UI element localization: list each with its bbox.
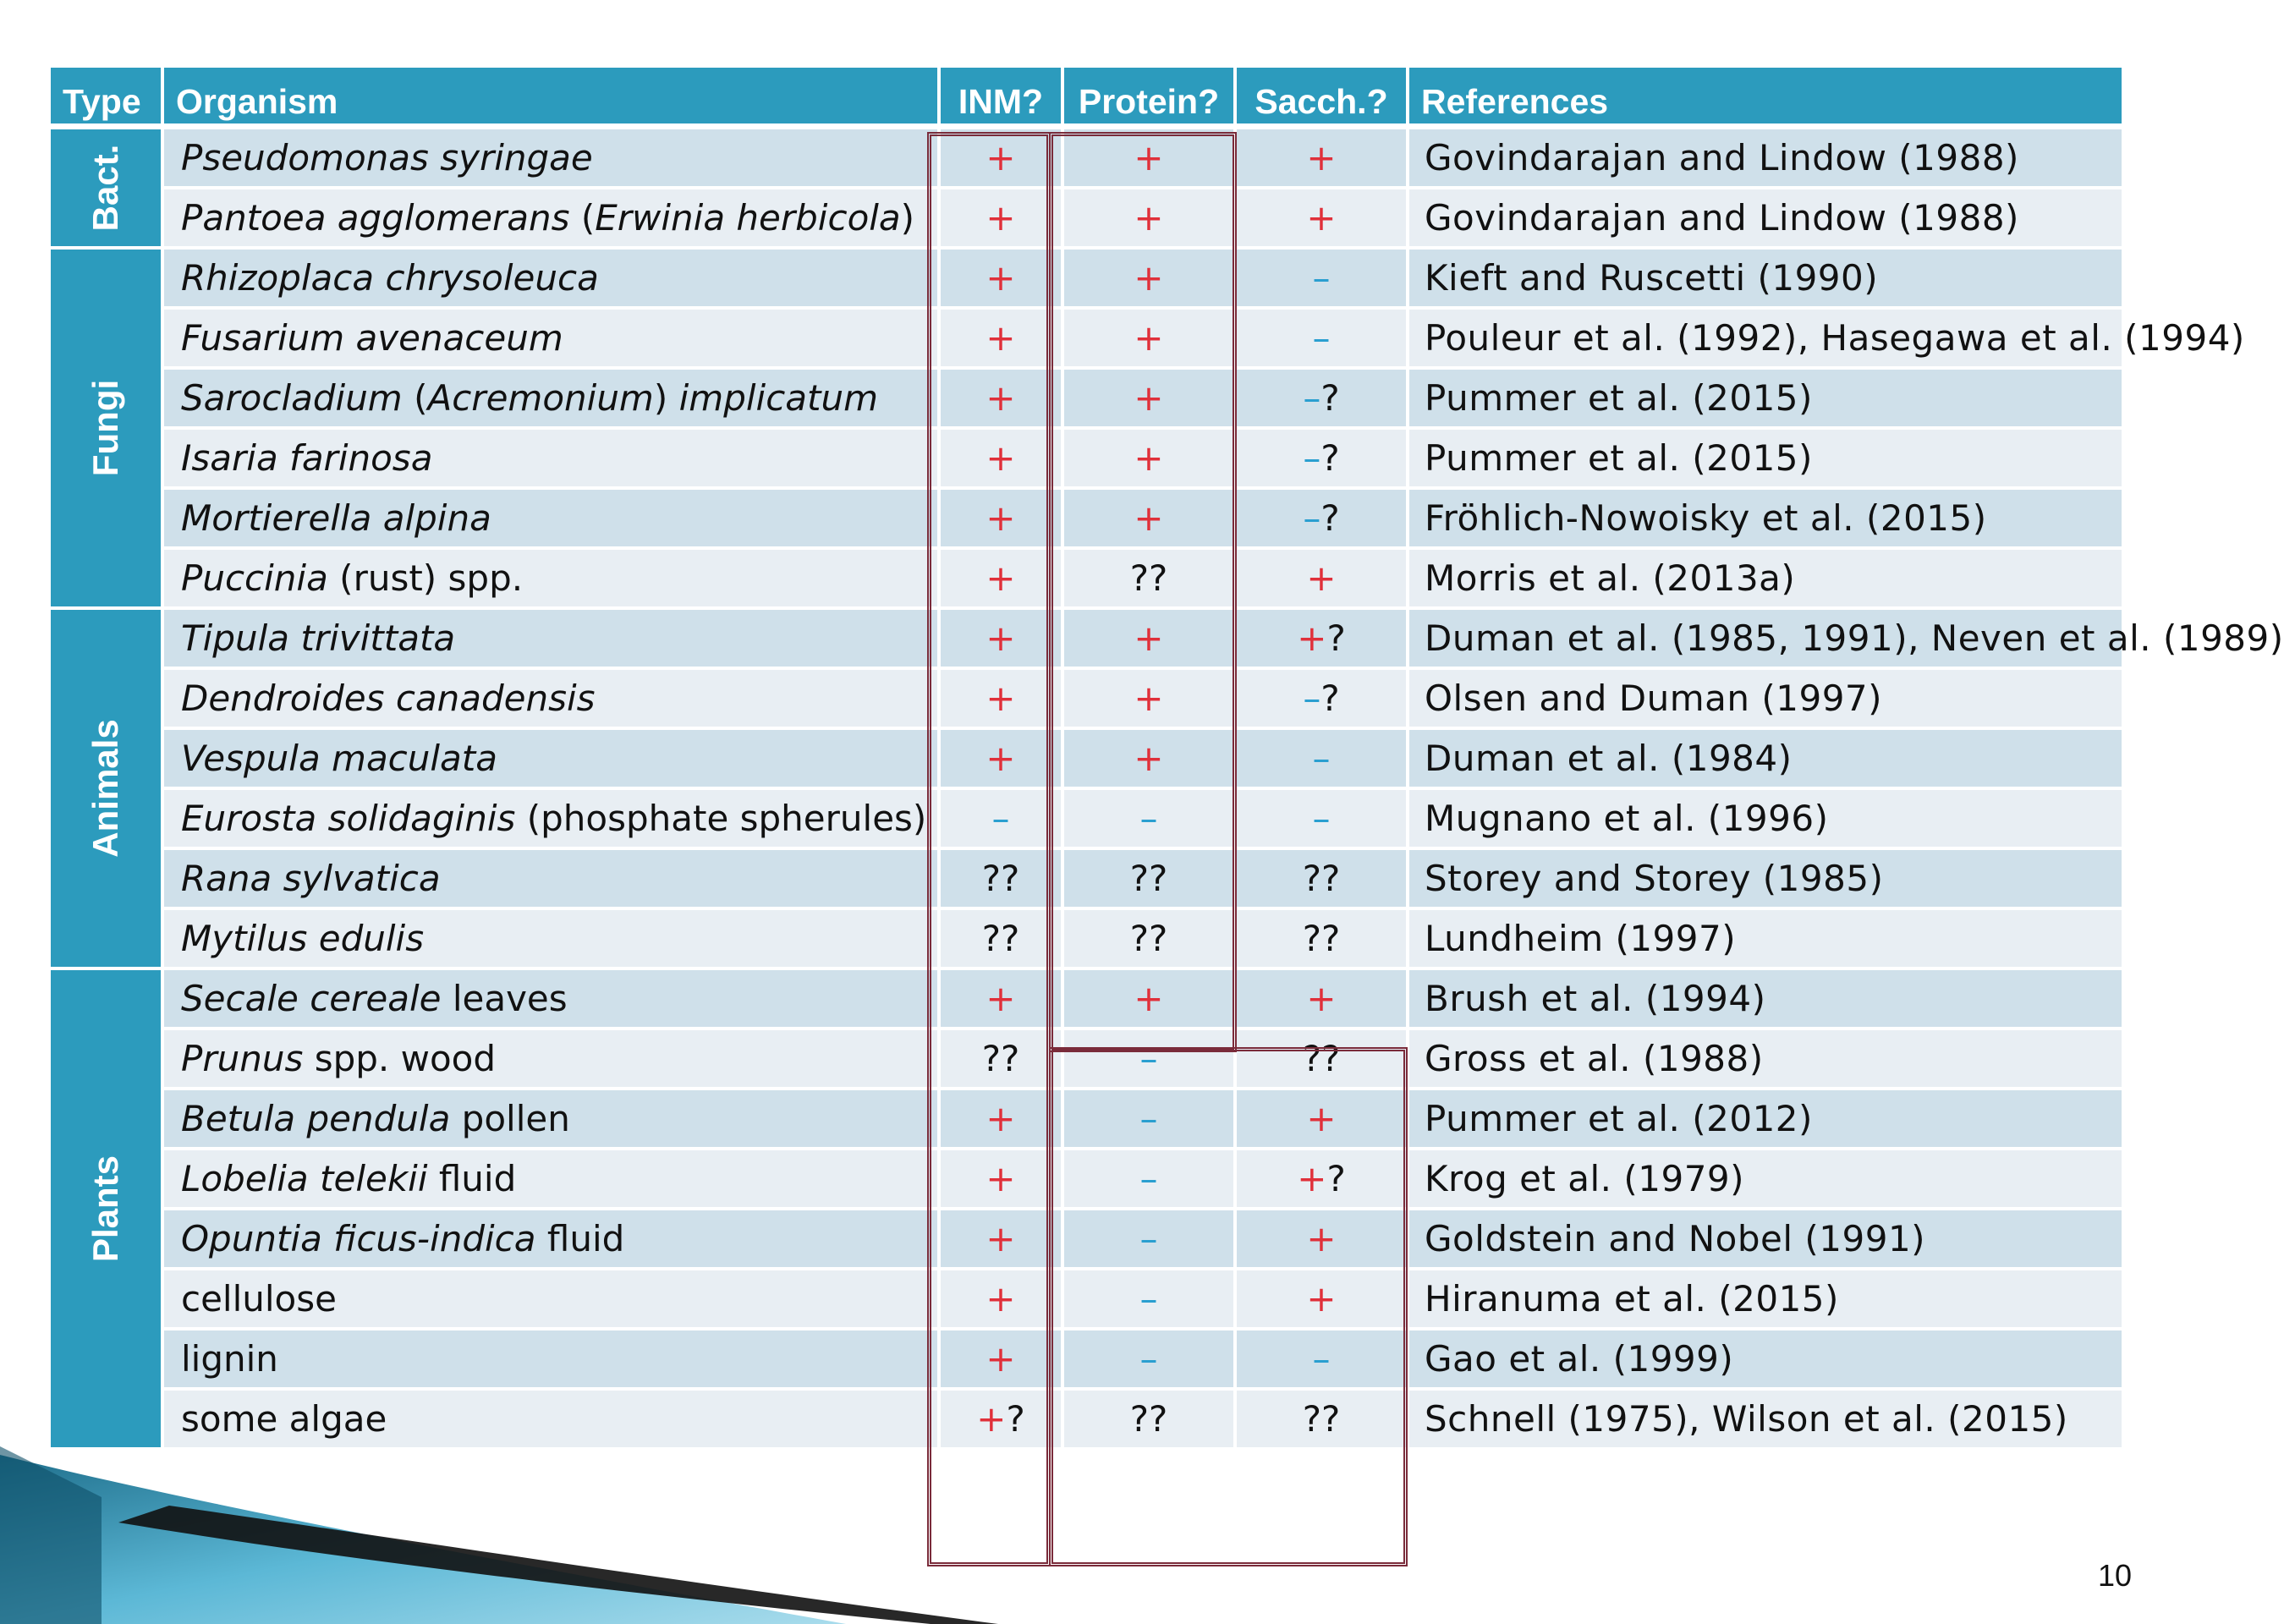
header-inm: INM? bbox=[941, 68, 1064, 129]
reference-cell: Krog et al. (1979) bbox=[1409, 1150, 2122, 1210]
reference-cell: Lundheim (1997) bbox=[1409, 910, 2122, 970]
inm-cell: ?? bbox=[941, 850, 1064, 910]
sacch-cell: ?? bbox=[1237, 850, 1409, 910]
inm-cell: + bbox=[941, 430, 1064, 490]
type-group-label: Plants bbox=[85, 1155, 125, 1263]
table-row bbox=[51, 850, 2122, 910]
protein-cell: ?? bbox=[1064, 550, 1237, 610]
organism-text: pollen bbox=[450, 1097, 570, 1139]
reference-cell: Pummer et al. (2012) bbox=[1409, 1090, 2122, 1150]
table-row bbox=[51, 430, 2122, 490]
organism-text: Betula pendula bbox=[181, 1097, 451, 1139]
organism-text: ) bbox=[653, 376, 679, 419]
sacch-cell: +? bbox=[1237, 1150, 1409, 1210]
sacch-cell: ?? bbox=[1237, 910, 1409, 970]
organism-text: leaves bbox=[441, 977, 568, 1019]
reference-cell: Gross et al. (1988) bbox=[1409, 1030, 2122, 1090]
reference-cell: Mugnano et al. (1996) bbox=[1409, 790, 2122, 850]
inm-cell: ?? bbox=[941, 910, 1064, 970]
organism-cell bbox=[164, 610, 941, 670]
organism-cell bbox=[164, 310, 941, 370]
table-row bbox=[51, 670, 2122, 730]
protein-cell: + bbox=[1064, 670, 1237, 730]
sacch-cell: –? bbox=[1237, 670, 1409, 730]
organism-cell bbox=[164, 129, 941, 189]
organism-text: Mytilus edulis bbox=[181, 917, 425, 959]
sacch-cell: – bbox=[1237, 310, 1409, 370]
type-group-cell bbox=[51, 129, 164, 250]
type-group-label: Fungi bbox=[85, 379, 125, 477]
organism-text: (rust) spp. bbox=[327, 557, 524, 599]
inm-cell: + bbox=[941, 1330, 1064, 1391]
page-number: 10 bbox=[2097, 1558, 2132, 1593]
organism-cell bbox=[164, 370, 941, 430]
organism-text: cellulose bbox=[181, 1277, 337, 1320]
table-row bbox=[51, 730, 2122, 790]
reference-cell: Goldstein and Nobel (1991) bbox=[1409, 1210, 2122, 1270]
type-group-cell bbox=[51, 610, 164, 970]
reference-cell: Hiranuma et al. (2015) bbox=[1409, 1270, 2122, 1330]
table-row bbox=[51, 1270, 2122, 1330]
sacch-cell: –? bbox=[1237, 370, 1409, 430]
organism-cell bbox=[164, 850, 941, 910]
organism-cell bbox=[164, 490, 941, 550]
organism-text: Fusarium avenaceum bbox=[181, 316, 563, 359]
sacch-cell: –? bbox=[1237, 430, 1409, 490]
protein-cell: – bbox=[1064, 1270, 1237, 1330]
organism-text: Tipula trivittata bbox=[181, 617, 456, 659]
sacch-cell: + bbox=[1237, 1270, 1409, 1330]
reference-cell: Gao et al. (1999) bbox=[1409, 1330, 2122, 1391]
inm-cell: + bbox=[941, 1210, 1064, 1270]
organism-text: fluid bbox=[535, 1217, 625, 1259]
organism-cell bbox=[164, 430, 941, 490]
organism-text: Rhizoplaca chrysoleuca bbox=[181, 256, 599, 299]
reference-cell: Kieft and Ruscetti (1990) bbox=[1409, 250, 2122, 310]
protein-cell: – bbox=[1064, 1150, 1237, 1210]
protein-cell: ?? bbox=[1064, 910, 1237, 970]
inm-cell: – bbox=[941, 790, 1064, 850]
organism-text: some algae bbox=[181, 1397, 387, 1440]
organism-cell bbox=[164, 670, 941, 730]
reference-cell: Pummer et al. (2015) bbox=[1409, 370, 2122, 430]
inm-cell: + bbox=[941, 670, 1064, 730]
reference-cell: Morris et al. (2013a) bbox=[1409, 550, 2122, 610]
organism-text: implicatum bbox=[678, 376, 879, 419]
protein-cell: + bbox=[1064, 490, 1237, 550]
inm-cell: + bbox=[941, 250, 1064, 310]
sacch-cell: – bbox=[1237, 790, 1409, 850]
organism-cell bbox=[164, 550, 941, 610]
organism-text: Pseudomonas syringae bbox=[181, 136, 593, 178]
organism-text: Rana sylvatica bbox=[181, 857, 441, 899]
reference-cell: Pouleur et al. (1992), Hasegawa et al. (1994) bbox=[1409, 310, 2122, 370]
protein-cell: + bbox=[1064, 370, 1237, 430]
sacch-cell: + bbox=[1237, 189, 1409, 250]
decorative-wave bbox=[0, 1336, 1184, 1624]
header-protein: Protein? bbox=[1064, 68, 1237, 129]
sacch-cell: – bbox=[1237, 730, 1409, 790]
protein-cell: + bbox=[1064, 610, 1237, 670]
table-row bbox=[51, 910, 2122, 970]
type-group-cell bbox=[51, 250, 164, 610]
table-row bbox=[51, 1210, 2122, 1270]
reference-cell: Brush et al. (1994) bbox=[1409, 970, 2122, 1030]
organism-text: (phosphate spherules) bbox=[515, 797, 927, 839]
organism-text: Vespula maculata bbox=[181, 737, 498, 779]
reference-cell: Pummer et al. (2015) bbox=[1409, 430, 2122, 490]
table-row bbox=[51, 129, 2122, 189]
reference-cell: Olsen and Duman (1997) bbox=[1409, 670, 2122, 730]
type-group-label: Bact. bbox=[85, 144, 125, 232]
organism-text: Sarocladium bbox=[181, 376, 403, 419]
inm-cell: + bbox=[941, 370, 1064, 430]
table-row bbox=[51, 490, 2122, 550]
protein-cell: + bbox=[1064, 250, 1237, 310]
table-row bbox=[51, 550, 2122, 610]
table-row bbox=[51, 189, 2122, 250]
organism-cell bbox=[164, 1090, 941, 1150]
inm-cell: + bbox=[941, 550, 1064, 610]
organism-cell bbox=[164, 910, 941, 970]
protein-cell: + bbox=[1064, 970, 1237, 1030]
type-group-label: Animals bbox=[85, 719, 125, 858]
organism-text: Erwinia herbicola bbox=[595, 196, 901, 239]
table-row bbox=[51, 790, 2122, 850]
organism-text: Mortierella alpina bbox=[181, 497, 491, 539]
inm-cell: + bbox=[941, 129, 1064, 189]
organism-cell bbox=[164, 1270, 941, 1330]
sacch-cell: – bbox=[1237, 250, 1409, 310]
organism-cell bbox=[164, 790, 941, 850]
protein-cell: – bbox=[1064, 1090, 1237, 1150]
header-references: References bbox=[1409, 68, 2122, 129]
organism-text: fluid bbox=[427, 1157, 517, 1199]
inm-cell: + bbox=[941, 1090, 1064, 1150]
ice-nucleation-table bbox=[51, 68, 2284, 1451]
organism-text: ) bbox=[900, 196, 915, 239]
sacch-cell: +? bbox=[1237, 610, 1409, 670]
header-sacch: Sacch.? bbox=[1237, 68, 1409, 129]
sacch-cell: + bbox=[1237, 550, 1409, 610]
table-row bbox=[51, 1090, 2122, 1150]
organism-text: Eurosta solidaginis bbox=[181, 797, 516, 839]
organism-text: Dendroides canadensis bbox=[181, 677, 596, 719]
organism-text: Isaria farinosa bbox=[181, 436, 433, 479]
inm-cell: + bbox=[941, 610, 1064, 670]
table-row bbox=[51, 970, 2122, 1030]
reference-cell: Duman et al. (1984) bbox=[1409, 730, 2122, 790]
reference-cell: Govindarajan and Lindow (1988) bbox=[1409, 129, 2122, 189]
inm-cell: + bbox=[941, 310, 1064, 370]
organism-text: Secale cereale bbox=[181, 977, 442, 1019]
inm-cell: ?? bbox=[941, 1030, 1064, 1090]
protein-cell: – bbox=[1064, 1330, 1237, 1391]
organism-text: ( bbox=[569, 196, 596, 239]
protein-cell: + bbox=[1064, 189, 1237, 250]
protein-cell: + bbox=[1064, 129, 1237, 189]
inm-cell: + bbox=[941, 189, 1064, 250]
organism-cell bbox=[164, 1030, 941, 1090]
organism-text: Pantoea agglomerans bbox=[181, 196, 570, 239]
inm-cell: + bbox=[941, 490, 1064, 550]
sacch-cell: –? bbox=[1237, 490, 1409, 550]
reference-cell: Fröhlich-Nowoisky et al. (2015) bbox=[1409, 490, 2122, 550]
table-row bbox=[51, 1030, 2122, 1090]
inm-cell: + bbox=[941, 1270, 1064, 1330]
table-row bbox=[51, 1150, 2122, 1210]
reference-cell: Schnell (1975), Wilson et al. (2015) bbox=[1409, 1391, 2122, 1451]
table-body bbox=[51, 129, 2284, 1451]
organism-text: Prunus bbox=[181, 1037, 304, 1079]
table-row bbox=[51, 370, 2122, 430]
sacch-cell: ?? bbox=[1237, 1391, 1409, 1451]
reference-cell: Duman et al. (1985, 1991), Neven et al. (1989) bbox=[1409, 610, 2122, 670]
header-type: Type bbox=[51, 68, 164, 129]
inm-cell: + bbox=[941, 1150, 1064, 1210]
inm-cell: + bbox=[941, 730, 1064, 790]
organism-text: lignin bbox=[181, 1337, 278, 1380]
organism-cell bbox=[164, 189, 941, 250]
protein-cell: – bbox=[1064, 790, 1237, 850]
sacch-cell: + bbox=[1237, 1210, 1409, 1270]
protein-cell: + bbox=[1064, 430, 1237, 490]
inm-cell: +? bbox=[941, 1391, 1064, 1451]
sacch-cell: ?? bbox=[1237, 1030, 1409, 1090]
table-row bbox=[51, 310, 2122, 370]
protein-cell: – bbox=[1064, 1210, 1237, 1270]
inm-cell: + bbox=[941, 970, 1064, 1030]
organism-cell bbox=[164, 730, 941, 790]
table-row bbox=[51, 250, 2122, 310]
sacch-cell: – bbox=[1237, 1330, 1409, 1391]
organism-cell bbox=[164, 1210, 941, 1270]
protein-cell: ?? bbox=[1064, 850, 1237, 910]
protein-cell: + bbox=[1064, 310, 1237, 370]
organism-text: Acremonium bbox=[427, 376, 654, 419]
organism-cell bbox=[164, 970, 941, 1030]
organism-text: Puccinia bbox=[181, 557, 328, 599]
reference-cell: Storey and Storey (1985) bbox=[1409, 850, 2122, 910]
protein-cell: + bbox=[1064, 730, 1237, 790]
protein-cell: – bbox=[1064, 1030, 1237, 1090]
organism-cell bbox=[164, 1150, 941, 1210]
header-row bbox=[51, 68, 2122, 129]
organism-text: Opuntia ficus-indica bbox=[181, 1217, 536, 1259]
header-organism: Organism bbox=[164, 68, 941, 129]
sacch-cell: + bbox=[1237, 970, 1409, 1030]
organism-text: spp. wood bbox=[303, 1037, 497, 1079]
organism-text: Lobelia telekii bbox=[181, 1157, 428, 1199]
protein-cell: ?? bbox=[1064, 1391, 1237, 1451]
sacch-cell: + bbox=[1237, 1090, 1409, 1150]
reference-cell: Govindarajan and Lindow (1988) bbox=[1409, 189, 2122, 250]
sacch-cell: + bbox=[1237, 129, 1409, 189]
organism-cell bbox=[164, 250, 941, 310]
organism-text: ( bbox=[402, 376, 428, 419]
table-row bbox=[51, 610, 2122, 670]
